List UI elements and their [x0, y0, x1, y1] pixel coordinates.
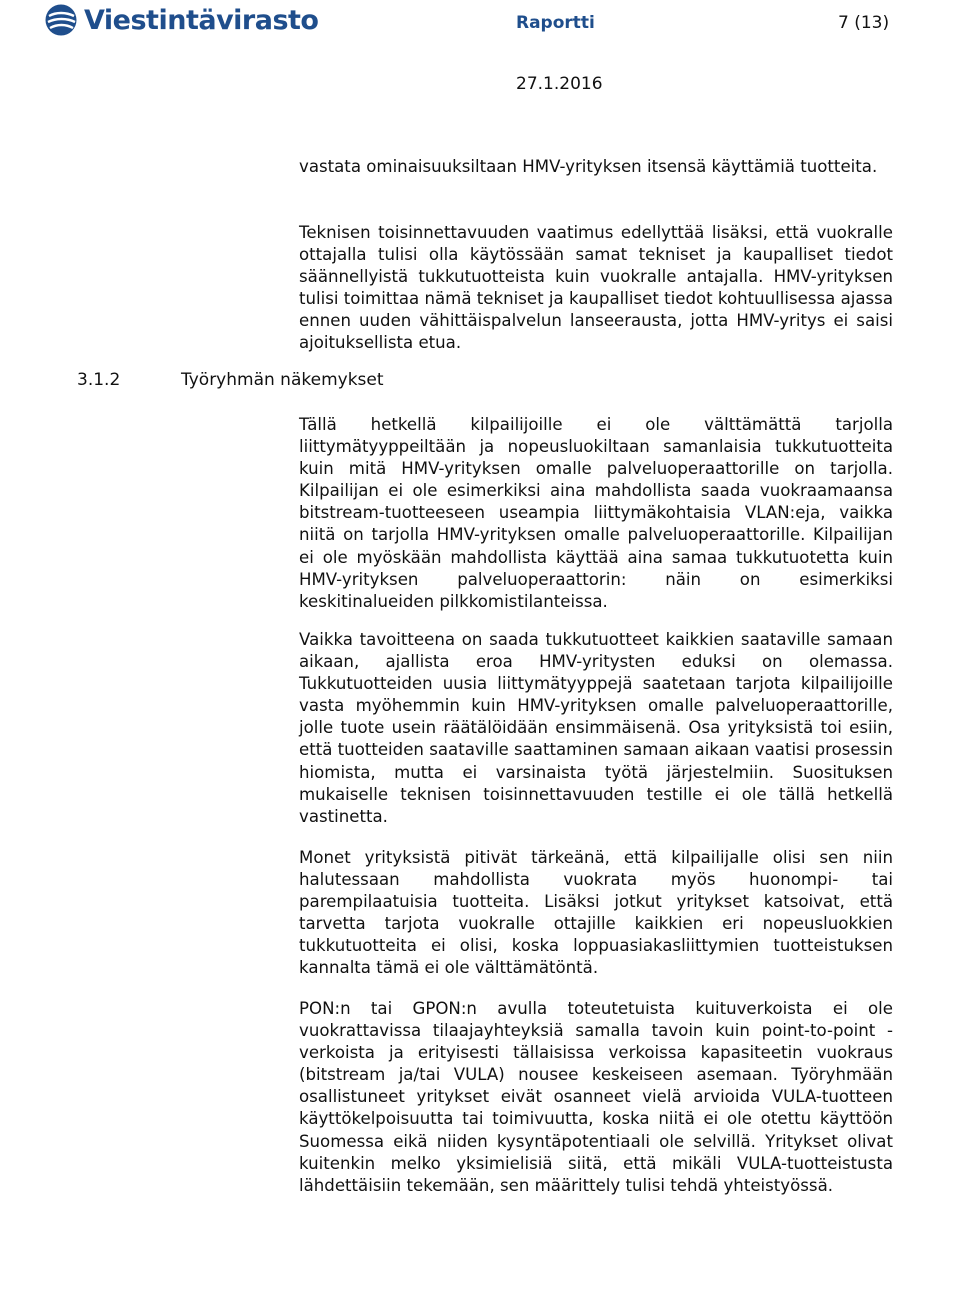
document-type: Raportti [516, 13, 595, 33]
paragraph-1 [299, 156, 893, 178]
paragraph-text: vastata ominaisuuksiltaan HMV-yrityksen itsensä käyttämiä tuotteita. [299, 157, 878, 176]
document-date: 27.1.2016 [516, 74, 603, 94]
paragraph-text: Tällä hetkellä kilpailijoille ei ole välttämättä tarjolla liittymätyyppeiltään ja nopeusluokiltaan samanlaisia tukkutuotteita kuin mitä HMV-yrityksen omalle palveluoperaattorille on tarjolla. Kilpailijan ei ole esimerkiksi aina mahdollista saada vuokraamaansa bitstream-tuotteeseen useampia liittymäkohtaisia VLAN:eja, vaikka niitä on tarjolla HMV-yrityksen omalle palveluoperaattorille. Kilpailijan ei ole myöskään mahdollista käyttää aina samaa tukkutuotetta kuin HMV-yrityksen palveluoperaattorin: näin on esimerkiksi keskitinalueiden pilkkomistilanteissa. [299, 415, 893, 611]
paragraph-text: Vaikka tavoitteena on saada tukkutuotteet kaikkien saataville samaan aikaan, ajallista eroa HMV-yritysten eduksi on olemassa. Tukkutuotteiden uusia liittymätyyppejä saatetaan tarjota kilpailijoille vasta myöhemmin kuin HMV-yrityksen omalle palveluoperaattorille, jolle tuote usein räätälöidään ensimmäisenä. Osa yrityksistä toi esiin, että tuotteiden saataville saattaminen samaan aikaan vaatisi prosessin hiomista, mutta ei varsinaista työtä järjestelmiin. Suosituksen mukaiselle teknisen toisinnettavuuden testille ei ole tällä hetkellä vastinetta. [299, 630, 894, 826]
logo-globe-icon [44, 3, 78, 37]
paragraph-4 [299, 629, 893, 828]
paragraph-6 [299, 998, 893, 1197]
page-header [0, 0, 960, 100]
paragraph-3 [299, 414, 893, 613]
section-number: 3.1.2 [77, 370, 121, 390]
logo-text: Viestintävirasto [84, 4, 319, 36]
paragraph-2 [299, 222, 893, 355]
paragraph-text: Monet yrityksistä pitivät tärkeänä, että kilpailijalle olisi sen niin halutessaan mahdollista vuokrata myös huonompi- tai parempilaatuisia tuotteita. Lisäksi jotkut yritykset katsoivat, että tarvetta tarjota vuokralle ottajille kaikkien eri nopeusluokkien tukkutuotteita ei olisi, koska loppuasiakasliittymien tuotteistuksen kannalta tämä ei ole välttämätöntä. [299, 848, 893, 978]
section-heading [77, 370, 384, 390]
paragraph-text: PON:n tai GPON:n avulla toteutetuista kuituverkoista ei ole vuokrattavissa tilaajayhteyksiä samalla tavoin kuin point-to-point -verkoista ja erityisesti tällaisissa verkoissa kapasiteetin vuokraus (bitstream ja/tai VULA) nousee keskeiseen asemaan. Työryhmään osallistuneet yritykset eivät osanneet vielä arvioida VULA-tuotteen käyttökelpoisuutta tai toimivuutta, koska niitä ei ole otettu käyttöön Suomessa eikä niiden kysyntäpotentiaali ole selvillä. Yritykset olivat kuitenkin melko yksimielisiä siitä, että mikäli VULA-tuotteistusta lähdettäisiin tekemään, sen määrittely tulisi tehdä yhteistyössä. [299, 999, 893, 1195]
section-title: Työryhmän näkemykset [181, 370, 384, 390]
logo [44, 3, 319, 37]
paragraph-5 [299, 847, 893, 980]
paragraph-text: Teknisen toisinnettavuuden vaatimus edellyttää lisäksi, että vuokralle ottajalla tulisi olla käytössään samat tekniset ja kaupalliset tiedot säännellyistä tukkutuotteista kuin vuokralle antajalla. HMV-yrityksen tulisi toimittaa nämä tekniset ja kaupalliset tiedot kohtuullisessa ajassa ennen uuden vähittäispalvelun lanseerausta, jotta HMV-yritys ei saisi ajoituksellista etua. [299, 223, 893, 353]
page-number: 7 (13) [838, 13, 890, 33]
